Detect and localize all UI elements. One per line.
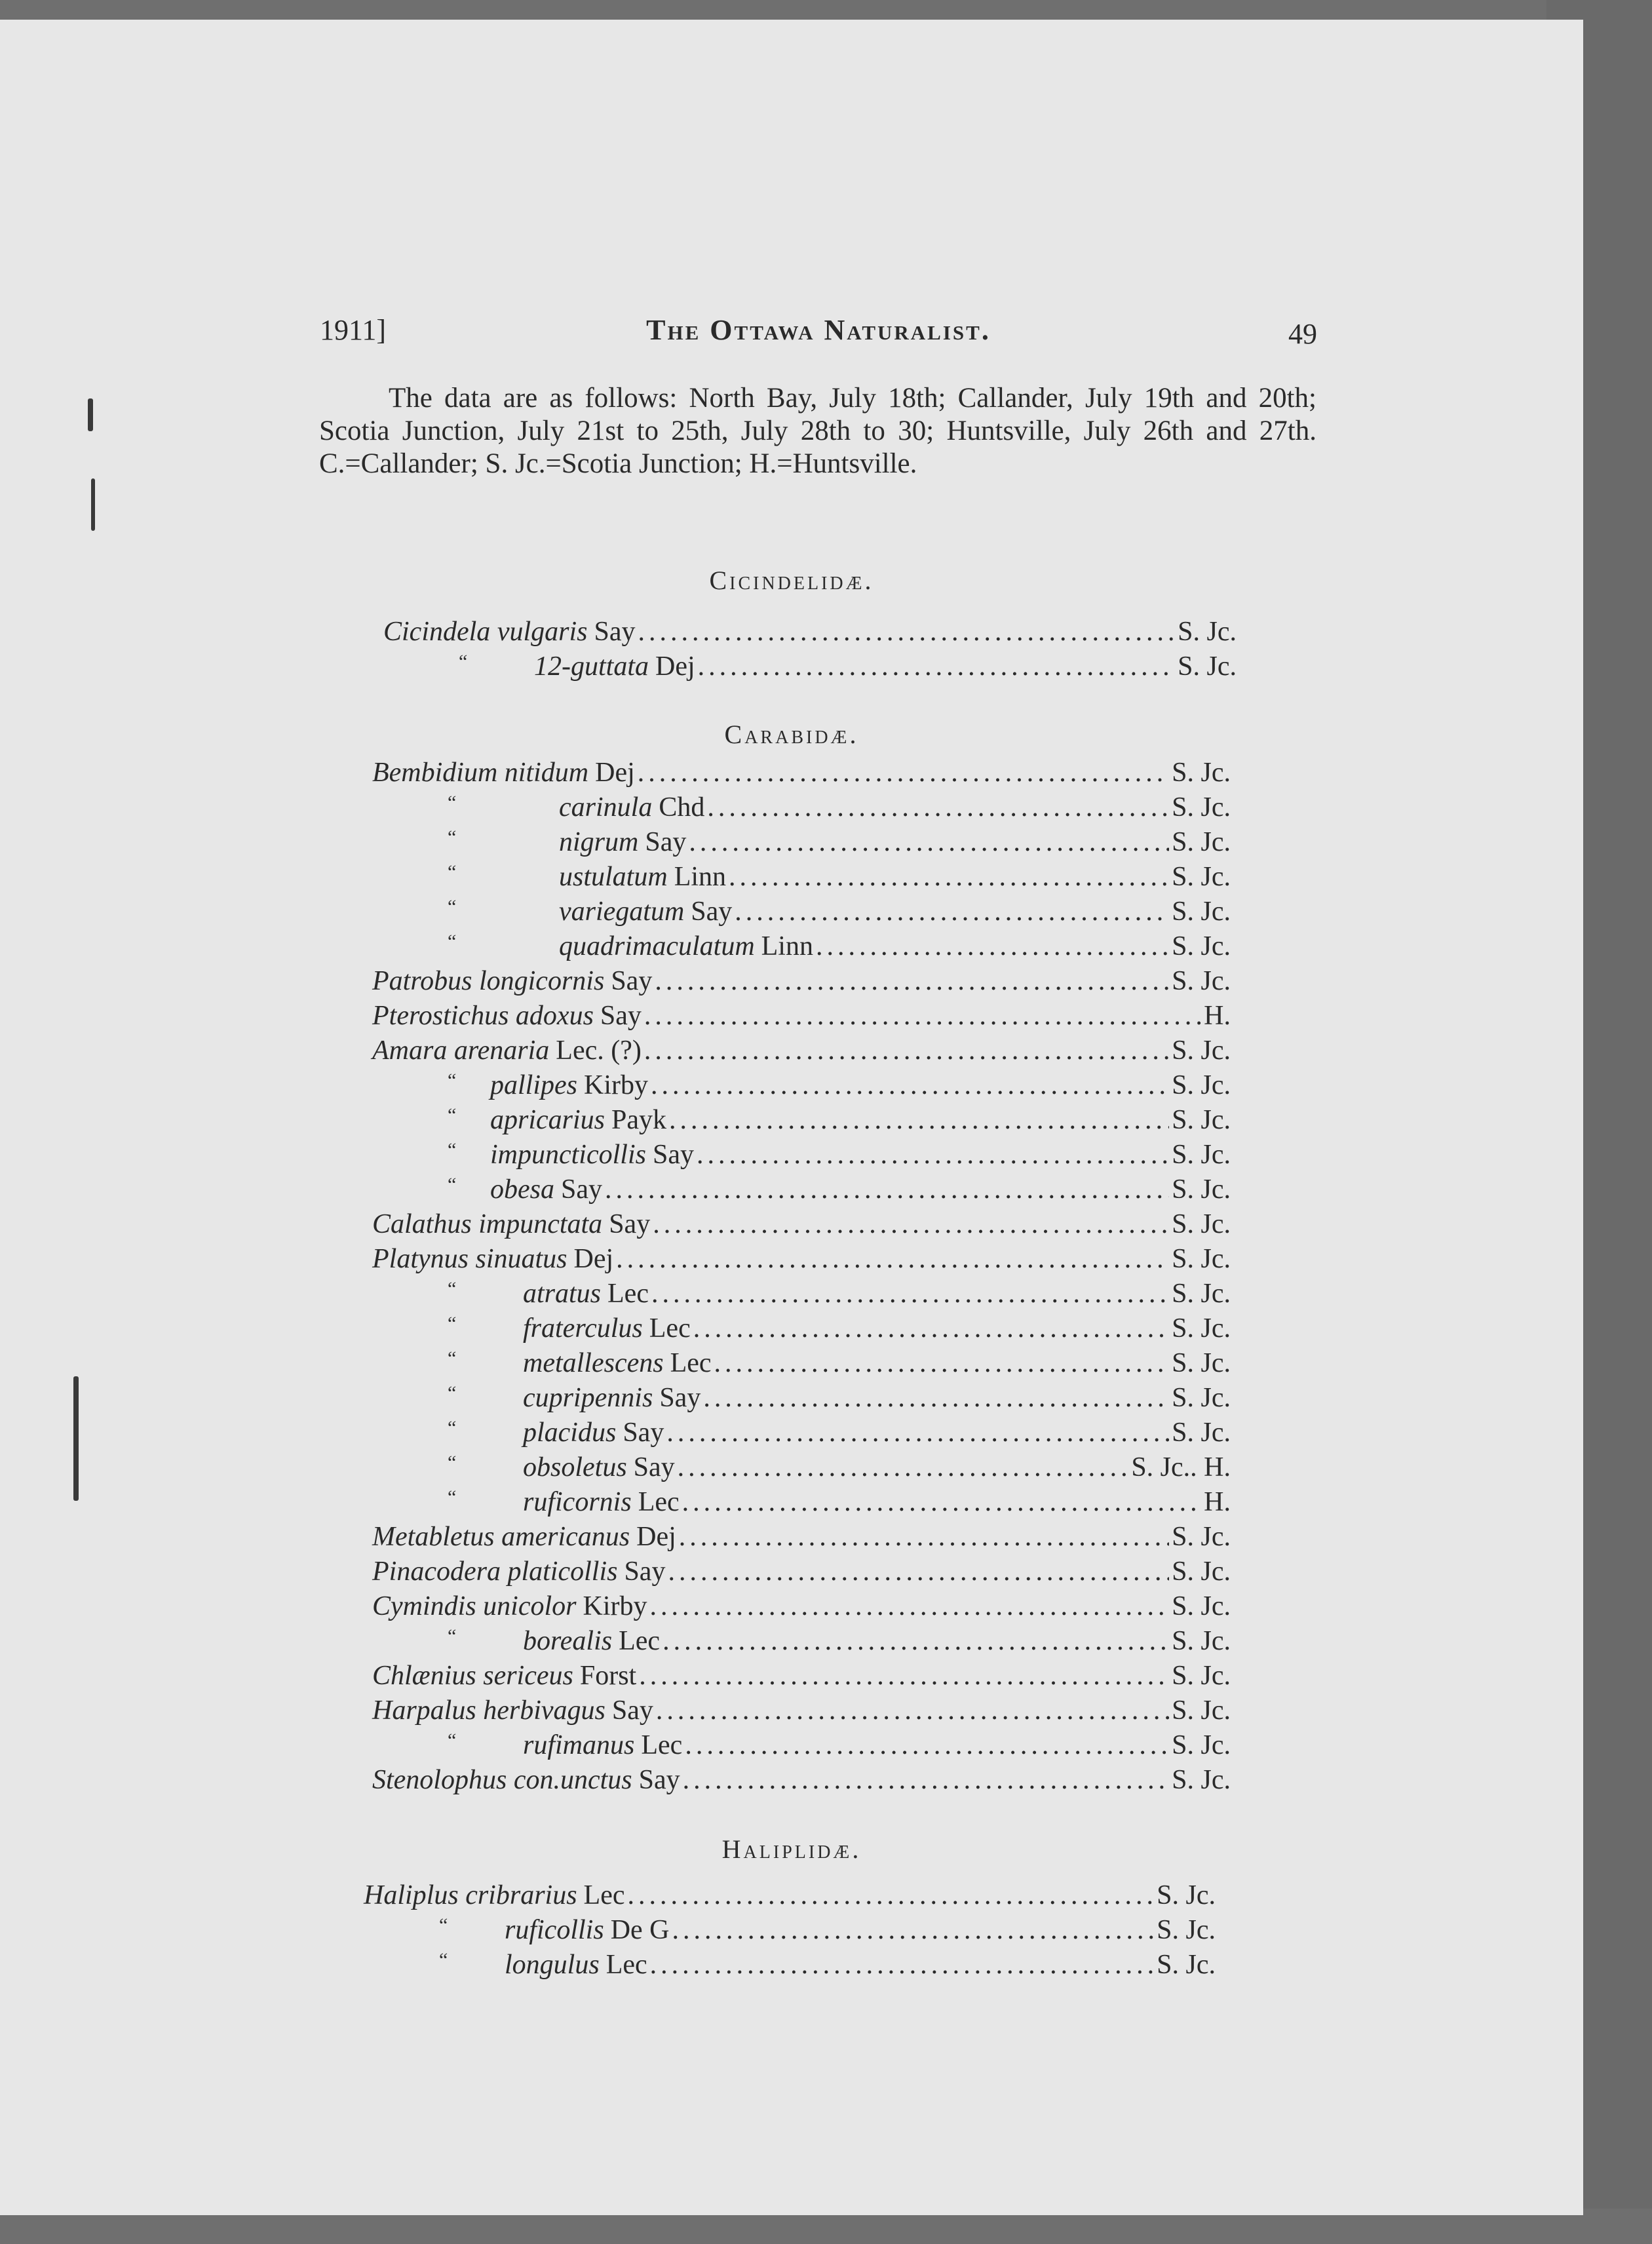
locality: S. Jc. (1172, 931, 1231, 961)
binding-mark (91, 478, 95, 531)
book-page (0, 20, 1583, 2215)
family-heading: Cicindelidæ. (709, 566, 874, 595)
species-name: metallescens (523, 1348, 664, 1378)
list-item (372, 1486, 1231, 1521)
species-name: obsoletus (523, 1452, 627, 1482)
author-name: Lec (649, 1313, 691, 1344)
author-name: Lec (607, 1279, 649, 1309)
family-heading: Haliplidæ. (721, 1834, 862, 1864)
author-name: Kirby (584, 1070, 648, 1100)
species-name: adoxus (515, 1001, 594, 1031)
species-name: sericeus (483, 1661, 573, 1691)
ditto-mark: “ (448, 792, 457, 813)
genus-name: Platynus (372, 1244, 469, 1274)
list-item (372, 1035, 1231, 1070)
genus-name: Calathus (372, 1209, 472, 1239)
dot-leader (639, 1660, 1169, 1692)
species-name: 12-guttata (534, 651, 649, 682)
ditto-indent (372, 1486, 523, 1518)
dot-leader (653, 1209, 1169, 1240)
dot-leader (644, 1000, 1201, 1032)
list-item (383, 651, 1237, 686)
locality: S. Jc. (1172, 966, 1231, 996)
locality: S. Jc. (1172, 1035, 1231, 1066)
species-name: placidus (523, 1418, 617, 1448)
entry-list (372, 757, 1231, 1799)
list-item (372, 1104, 1231, 1139)
entry-list (364, 1880, 1216, 1984)
list-item (372, 1730, 1231, 1764)
list-item (372, 1347, 1231, 1382)
species-name: cupripennis (523, 1383, 653, 1413)
species-name: sinuatus (475, 1244, 567, 1274)
genus-name: Amara (372, 1035, 448, 1066)
list-item (383, 616, 1237, 651)
species-name: quadrimaculatum (559, 931, 755, 961)
author-name: Say (633, 1452, 675, 1482)
ditto-mark: “ (448, 1104, 457, 1126)
genus-name: Haliplus (364, 1880, 459, 1910)
list-item (372, 1070, 1231, 1104)
dot-leader (628, 1880, 1155, 1911)
author-name: De G (610, 1915, 670, 1945)
species-name: rufimanus (523, 1730, 635, 1760)
author-name: Dej (595, 758, 635, 788)
genus-name: Cicindela (383, 617, 491, 647)
list-item (372, 1625, 1231, 1660)
author-name: Say (659, 1383, 701, 1413)
intro-paragraph (319, 382, 1316, 480)
ditto-mark: “ (448, 1313, 457, 1334)
ditto-indent (372, 1278, 523, 1309)
species-name: herbivagus (483, 1695, 605, 1726)
species-name: nigrum (559, 827, 639, 857)
dot-leader (672, 1914, 1155, 1946)
locality: S. Jc. (1172, 1522, 1231, 1552)
ditto-mark: “ (439, 1914, 448, 1936)
ditto-mark: “ (448, 1730, 457, 1751)
list-item (372, 826, 1231, 861)
list-item (364, 1880, 1216, 1914)
list-item (372, 792, 1231, 826)
author-name: Payk (611, 1105, 667, 1135)
author-name: Kirby (583, 1591, 647, 1621)
family-heading: Carabidæ. (724, 720, 859, 749)
list-item (372, 1382, 1231, 1417)
locality: S. Jc. (1172, 862, 1231, 892)
dot-leader (650, 1591, 1170, 1622)
page-header (320, 313, 1317, 359)
dot-leader (656, 1695, 1169, 1726)
list-item (372, 1521, 1231, 1556)
locality: S. Jc. (1157, 1950, 1216, 1980)
ditto-mark: “ (448, 861, 457, 883)
genus-name: Pinacodera (372, 1557, 501, 1587)
species-name: nitidum (504, 758, 589, 788)
ditto-mark: “ (459, 651, 468, 672)
ditto-mark: “ (448, 1347, 457, 1369)
list-item (372, 1660, 1231, 1695)
ditto-mark: “ (448, 1452, 457, 1473)
dot-leader (663, 1625, 1169, 1657)
locality: S. Jc. (1178, 651, 1237, 682)
list-item (372, 1278, 1231, 1313)
ditto-indent (372, 1452, 523, 1483)
ditto-mark: “ (448, 1139, 457, 1161)
ditto-indent (372, 826, 559, 858)
genus-name: Harpalus (372, 1695, 476, 1726)
locality: S. Jc. (1172, 758, 1231, 788)
dot-leader (703, 1382, 1169, 1414)
dot-leader (714, 1347, 1170, 1379)
author-name: Say (624, 1557, 666, 1587)
locality: S. Jc. (1172, 1591, 1231, 1621)
ditto-indent (364, 1949, 505, 1981)
species-name: cribrarius (465, 1880, 577, 1910)
locality: S. Jc. (1172, 897, 1231, 927)
genus-name: Pterostichus (372, 1001, 509, 1031)
dot-leader (668, 1556, 1169, 1587)
species-name: pallipes (490, 1070, 577, 1100)
intro-text: The data are as follows: North Bay, July 18th; Callander, July 19th and 20th; Scotia Junction, July 21st to 25th, July 28th to 30; Huntsville, July 26th and 27th. C.=Callander; S. Jc.=Scotia Junction; H.=Huntsville. (319, 383, 1316, 479)
dot-leader (693, 1313, 1169, 1344)
species-name: platicollis (507, 1557, 618, 1587)
species-name: ruficollis (505, 1915, 604, 1945)
ditto-mark: “ (448, 1486, 457, 1508)
header-year: 1911] (320, 314, 387, 346)
list-item (372, 1313, 1231, 1347)
binding-mark (73, 1376, 79, 1501)
species-name: impuncticollis (490, 1140, 646, 1170)
ditto-indent (372, 1313, 523, 1344)
locality: S. Jc. (1172, 792, 1231, 822)
dot-leader (816, 931, 1169, 962)
species-name: fraterculus (523, 1313, 643, 1344)
locality: S. Jc. (1172, 1626, 1231, 1656)
dot-leader (651, 1278, 1169, 1309)
list-item (372, 1174, 1231, 1209)
list-item (372, 1556, 1231, 1591)
species-name: variegatum (559, 897, 685, 927)
dot-leader (678, 1452, 1129, 1483)
list-item (372, 1591, 1231, 1625)
genus-name: Cymindis (372, 1591, 476, 1621)
author-name: Say (652, 1140, 694, 1170)
author-name: Dej (573, 1244, 614, 1274)
species-name: atratus (523, 1279, 602, 1309)
dot-leader (707, 792, 1169, 823)
author-name: Say (691, 897, 733, 927)
locality: S. Jc. (1172, 1279, 1231, 1309)
dot-leader (697, 1139, 1169, 1170)
author-name: Say (609, 1209, 651, 1239)
locality: S. Jc. (1157, 1915, 1216, 1945)
locality: S. Jc. (1172, 1418, 1231, 1448)
species-name: unicolor (483, 1591, 577, 1621)
ditto-indent (383, 651, 534, 682)
dot-leader (644, 1035, 1169, 1066)
list-item (372, 1209, 1231, 1243)
dot-leader (685, 1730, 1169, 1761)
locality: H. (1204, 1001, 1231, 1031)
list-item (372, 1764, 1231, 1799)
locality: S. Jc. (1172, 1140, 1231, 1170)
species-name: carinula (559, 792, 653, 822)
species-name: ustulatum (559, 862, 668, 892)
dot-leader (666, 1417, 1169, 1448)
author-name: Dej (655, 651, 695, 682)
author-name: Linn (761, 931, 813, 961)
author-name: Say (623, 1418, 664, 1448)
species-name: arenaria (453, 1035, 550, 1066)
ditto-mark: “ (448, 1417, 457, 1439)
list-item (372, 861, 1231, 896)
ditto-mark: “ (448, 1625, 457, 1647)
ditto-indent (372, 1417, 523, 1448)
author-name: Say (611, 966, 653, 996)
species-name: borealis (523, 1626, 613, 1656)
ditto-mark: “ (448, 1382, 457, 1404)
dot-leader (650, 1949, 1155, 1981)
author-name: Forst (579, 1661, 637, 1691)
list-item (372, 1243, 1231, 1278)
dot-leader (651, 1070, 1169, 1101)
dot-leader (682, 1486, 1202, 1518)
genus-name: Patrobus (372, 966, 472, 996)
list-item (364, 1949, 1216, 1984)
ditto-indent (372, 1625, 523, 1657)
locality: S. Jc. (1172, 1730, 1231, 1760)
list-item (372, 965, 1231, 1000)
author-name: Dej (636, 1522, 676, 1552)
species-name: obesa (490, 1174, 554, 1205)
locality: S. Jc. (1172, 1765, 1231, 1795)
locality: S. Jc. (1172, 1661, 1231, 1691)
ditto-mark: “ (448, 931, 457, 952)
species-name: vulgaris (497, 617, 588, 647)
locality: S. Jc. (1172, 827, 1231, 857)
author-name: Chd (659, 792, 705, 822)
species-name: ruficornis (523, 1487, 632, 1517)
species-name: longicornis (478, 966, 605, 996)
species-name: longulus (505, 1950, 600, 1980)
dot-leader (638, 757, 1169, 788)
dot-leader (689, 826, 1169, 858)
ditto-indent (372, 1104, 490, 1136)
list-item (372, 1139, 1231, 1174)
locality: S. Jc. (1157, 1880, 1216, 1910)
ditto-indent (372, 896, 559, 927)
ditto-indent (372, 861, 559, 893)
author-name: Lec (583, 1880, 625, 1910)
ditto-indent (372, 1382, 523, 1414)
author-name: Lec (638, 1487, 680, 1517)
dot-leader (679, 1521, 1169, 1553)
ditto-indent (372, 792, 559, 823)
list-item (372, 1000, 1231, 1035)
locality: S. Jc. (1172, 1174, 1231, 1205)
ditto-indent (372, 1730, 523, 1761)
locality: S. Jc. (1172, 1383, 1231, 1413)
dot-leader (698, 651, 1175, 682)
species-name: apricarius (490, 1105, 605, 1135)
author-name: Linn (674, 862, 727, 892)
genus-name: Chlænius (372, 1661, 476, 1691)
author-name: Say (638, 1765, 680, 1795)
author-name: Lec (619, 1626, 661, 1656)
dot-leader (735, 896, 1169, 927)
author-name: Say (600, 1001, 642, 1031)
entry-list (383, 616, 1237, 686)
dot-leader (605, 1174, 1169, 1205)
locality: S. Jc. (1172, 1105, 1231, 1135)
journal-title: The Ottawa Naturalist. (646, 314, 991, 346)
species-name: americanus (501, 1522, 630, 1552)
list-item (372, 1695, 1231, 1730)
ditto-indent (372, 1139, 490, 1170)
ditto-indent (372, 931, 559, 962)
ditto-indent (372, 1070, 490, 1101)
ditto-indent (372, 1347, 523, 1379)
locality: S. Jc. (1172, 1209, 1231, 1239)
dot-leader (655, 965, 1169, 997)
author-name: Say (561, 1174, 602, 1205)
ditto-mark: “ (448, 826, 457, 848)
dot-leader (616, 1243, 1169, 1275)
locality: H. (1204, 1487, 1231, 1517)
author-name: Say (645, 827, 687, 857)
author-name: Lec (605, 1950, 647, 1980)
page-number: 49 (1288, 318, 1317, 350)
ditto-mark: “ (439, 1949, 448, 1971)
ditto-indent (372, 1174, 490, 1205)
list-item (372, 757, 1231, 792)
author-name: Lec (641, 1730, 683, 1760)
list-item (372, 931, 1231, 965)
locality: S. Jc. (1178, 617, 1237, 647)
species-name: con.unctus (513, 1765, 632, 1795)
ditto-mark: “ (448, 896, 457, 918)
locality: S. Jc.. H. (1131, 1452, 1231, 1482)
list-item (372, 1417, 1231, 1452)
locality: S. Jc. (1172, 1557, 1231, 1587)
dot-leader (638, 616, 1175, 648)
list-item (364, 1914, 1216, 1949)
binding-mark (88, 398, 93, 431)
author-name: Say (611, 1695, 653, 1726)
genus-name: Bembidium (372, 758, 498, 788)
locality: S. Jc. (1172, 1313, 1231, 1344)
ditto-indent (364, 1914, 505, 1946)
dot-leader (669, 1104, 1169, 1136)
dot-leader (729, 861, 1169, 893)
locality: S. Jc. (1172, 1070, 1231, 1100)
species-name: impunctata (478, 1209, 603, 1239)
locality: S. Jc. (1172, 1348, 1231, 1378)
author-name: Lec. (?) (556, 1035, 642, 1066)
locality: S. Jc. (1172, 1695, 1231, 1726)
list-item (372, 896, 1231, 931)
ditto-mark: “ (448, 1174, 457, 1195)
dot-leader (683, 1764, 1170, 1796)
genus-name: Metabletus (372, 1522, 495, 1552)
locality: S. Jc. (1172, 1244, 1231, 1274)
author-name: Lec (670, 1348, 712, 1378)
ditto-mark: “ (448, 1278, 457, 1300)
author-name: Say (594, 617, 636, 647)
genus-name: Stenolophus (372, 1765, 507, 1795)
list-item (372, 1452, 1231, 1486)
ditto-mark: “ (448, 1070, 457, 1091)
